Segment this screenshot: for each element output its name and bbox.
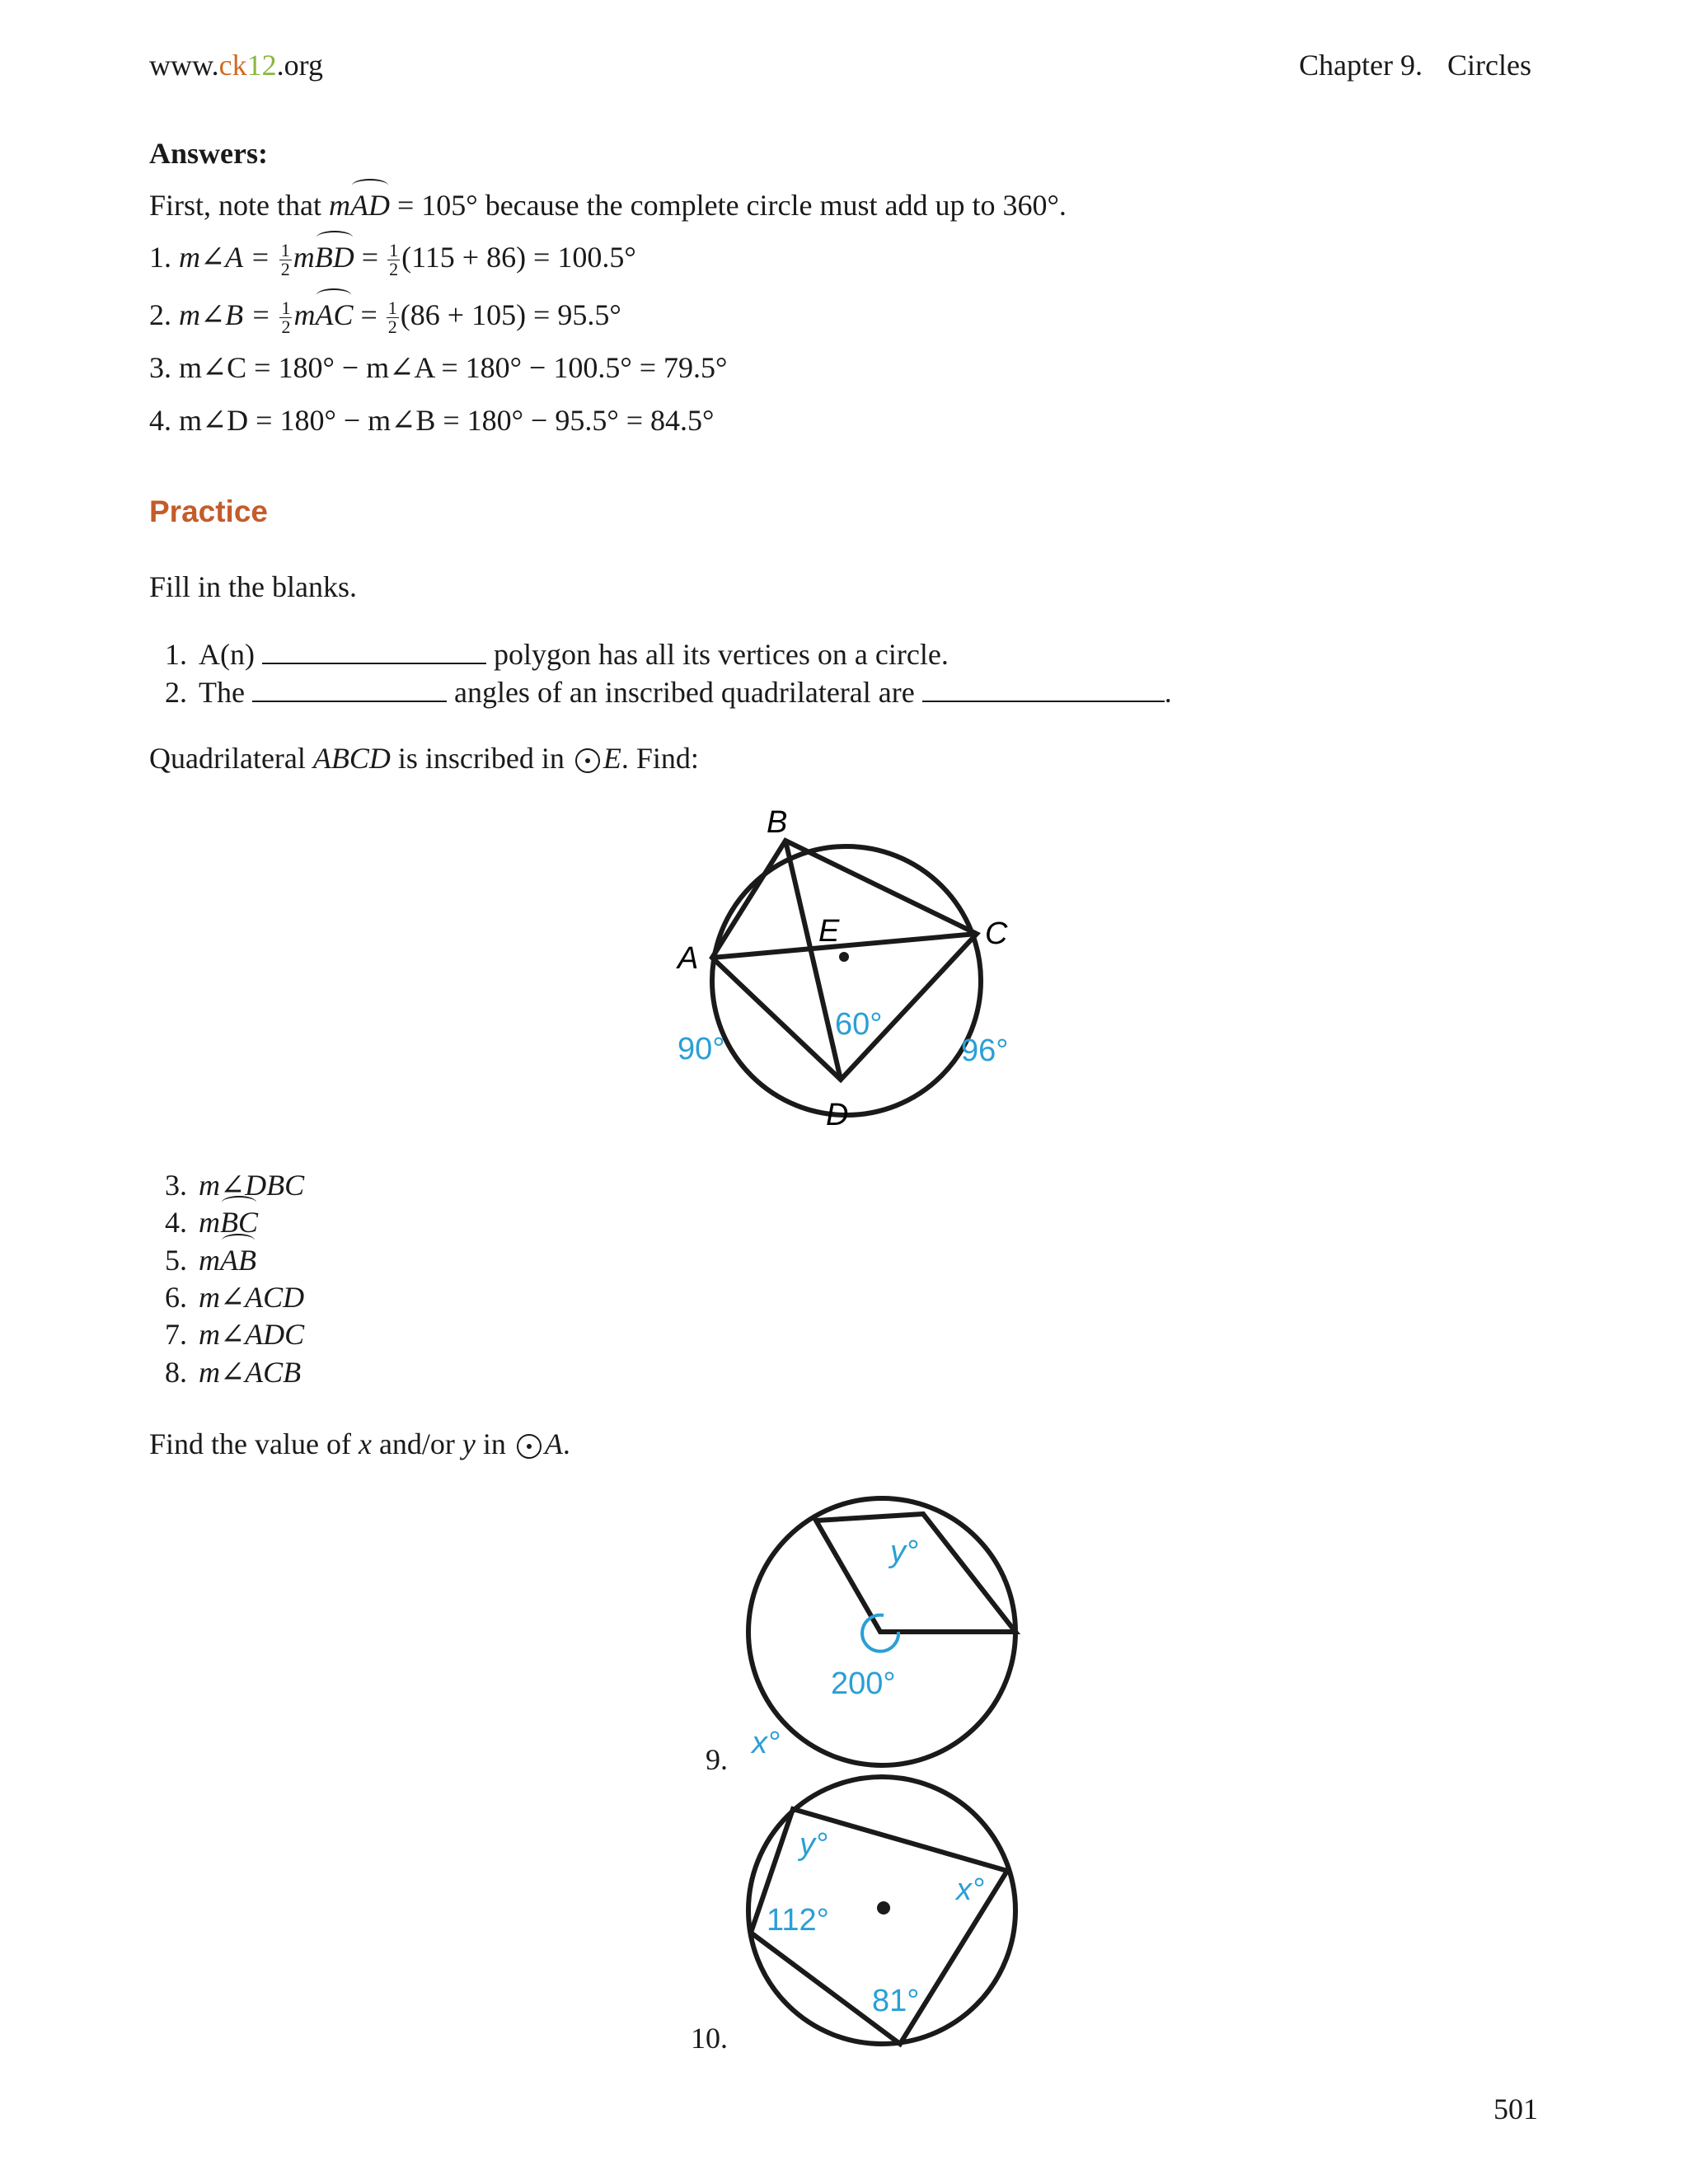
label-b: B: [767, 805, 788, 840]
figure-10: [742, 1772, 1030, 2052]
label-x-10: x°: [956, 1872, 985, 1907]
circle-dot-icon: [517, 1434, 542, 1459]
label-c: C: [985, 916, 1008, 951]
inscribed-quadrilateral-figure: [668, 804, 1030, 1133]
answer-line-2: 2. m∠B = $\frac{1}{2}$ mAC = $\frac{1}{2}$ (86 + 105) = 95.5°: [149, 298, 621, 338]
label-e: E: [818, 914, 840, 949]
xy-prompt: Find the value of x and/or y in A.: [149, 1427, 570, 1460]
inscribed-quadrilateral-9: [816, 1514, 1015, 1632]
label-d: D: [826, 1098, 849, 1132]
find-item-3: 3. m∠DBC: [165, 1169, 305, 1202]
label-200: 200°: [831, 1666, 896, 1701]
practice-instruction: Fill in the blanks.: [149, 570, 357, 603]
fill-item-1: 1. A(n) polygon has all its vertices on a circle.: [165, 638, 949, 671]
practice-heading: Practice: [149, 494, 268, 528]
center-a-10: [877, 1901, 890, 1915]
diagonal-bd: [785, 841, 841, 1080]
label-112: 112°: [767, 1903, 829, 1938]
arc-cd-label: 96°: [961, 1033, 1009, 1068]
page-number: 501: [1493, 2093, 1538, 2125]
answers-intro: First, note that mAD = 105° because the complete circle must add up to 360°.: [149, 189, 1067, 222]
figure-9: [742, 1496, 1030, 1776]
figure-10-number: 10.: [691, 2022, 728, 2055]
label-x: x°: [752, 1726, 781, 1760]
find-item-6: 6. m∠ACD: [165, 1281, 305, 1314]
blank-3[interactable]: [922, 677, 1165, 702]
arc-ad-label: 90°: [678, 1032, 725, 1066]
find-item-5: 5. mAB: [165, 1244, 256, 1277]
blank-2[interactable]: [252, 677, 447, 702]
label-a: A: [678, 941, 699, 976]
find-item-7: 7. m∠ADC: [165, 1318, 305, 1351]
find-item-4: 4. mBC: [165, 1206, 259, 1239]
circle-dot-icon: [575, 748, 600, 773]
center-e: [839, 952, 849, 962]
answer-line-3: 3. m∠C = 180° − m∠A = 180° − 100.5° = 79.5°: [149, 351, 728, 384]
chapter-header: Chapter 9. Circles: [1299, 49, 1531, 82]
label-81: 81°: [872, 1984, 920, 2018]
answer-line-1: 1. m∠A = $\frac{1}{2}$ mBD = $\frac{1}{2}$ (115 + 86) = 100.5°: [149, 240, 636, 280]
site-url: www.ck12.org: [149, 49, 323, 82]
angle-e-label: 60°: [835, 1007, 883, 1042]
find-item-8: 8. m∠ACB: [165, 1356, 302, 1389]
answers-heading: Answers:: [149, 137, 268, 170]
answer-line-4: 4. m∠D = 180° − m∠B = 180° − 95.5° = 84.5°: [149, 404, 715, 437]
quad-prompt: Quadrilateral ABCD is inscribed in E. Find:: [149, 742, 699, 775]
label-y: y°: [890, 1535, 919, 1569]
figure-9-number: 9.: [706, 1743, 728, 1776]
label-y-10: y°: [799, 1827, 828, 1862]
blank-1[interactable]: [262, 640, 486, 664]
fill-item-2: 2. The angles of an inscribed quadrilateral are .: [165, 676, 1172, 709]
